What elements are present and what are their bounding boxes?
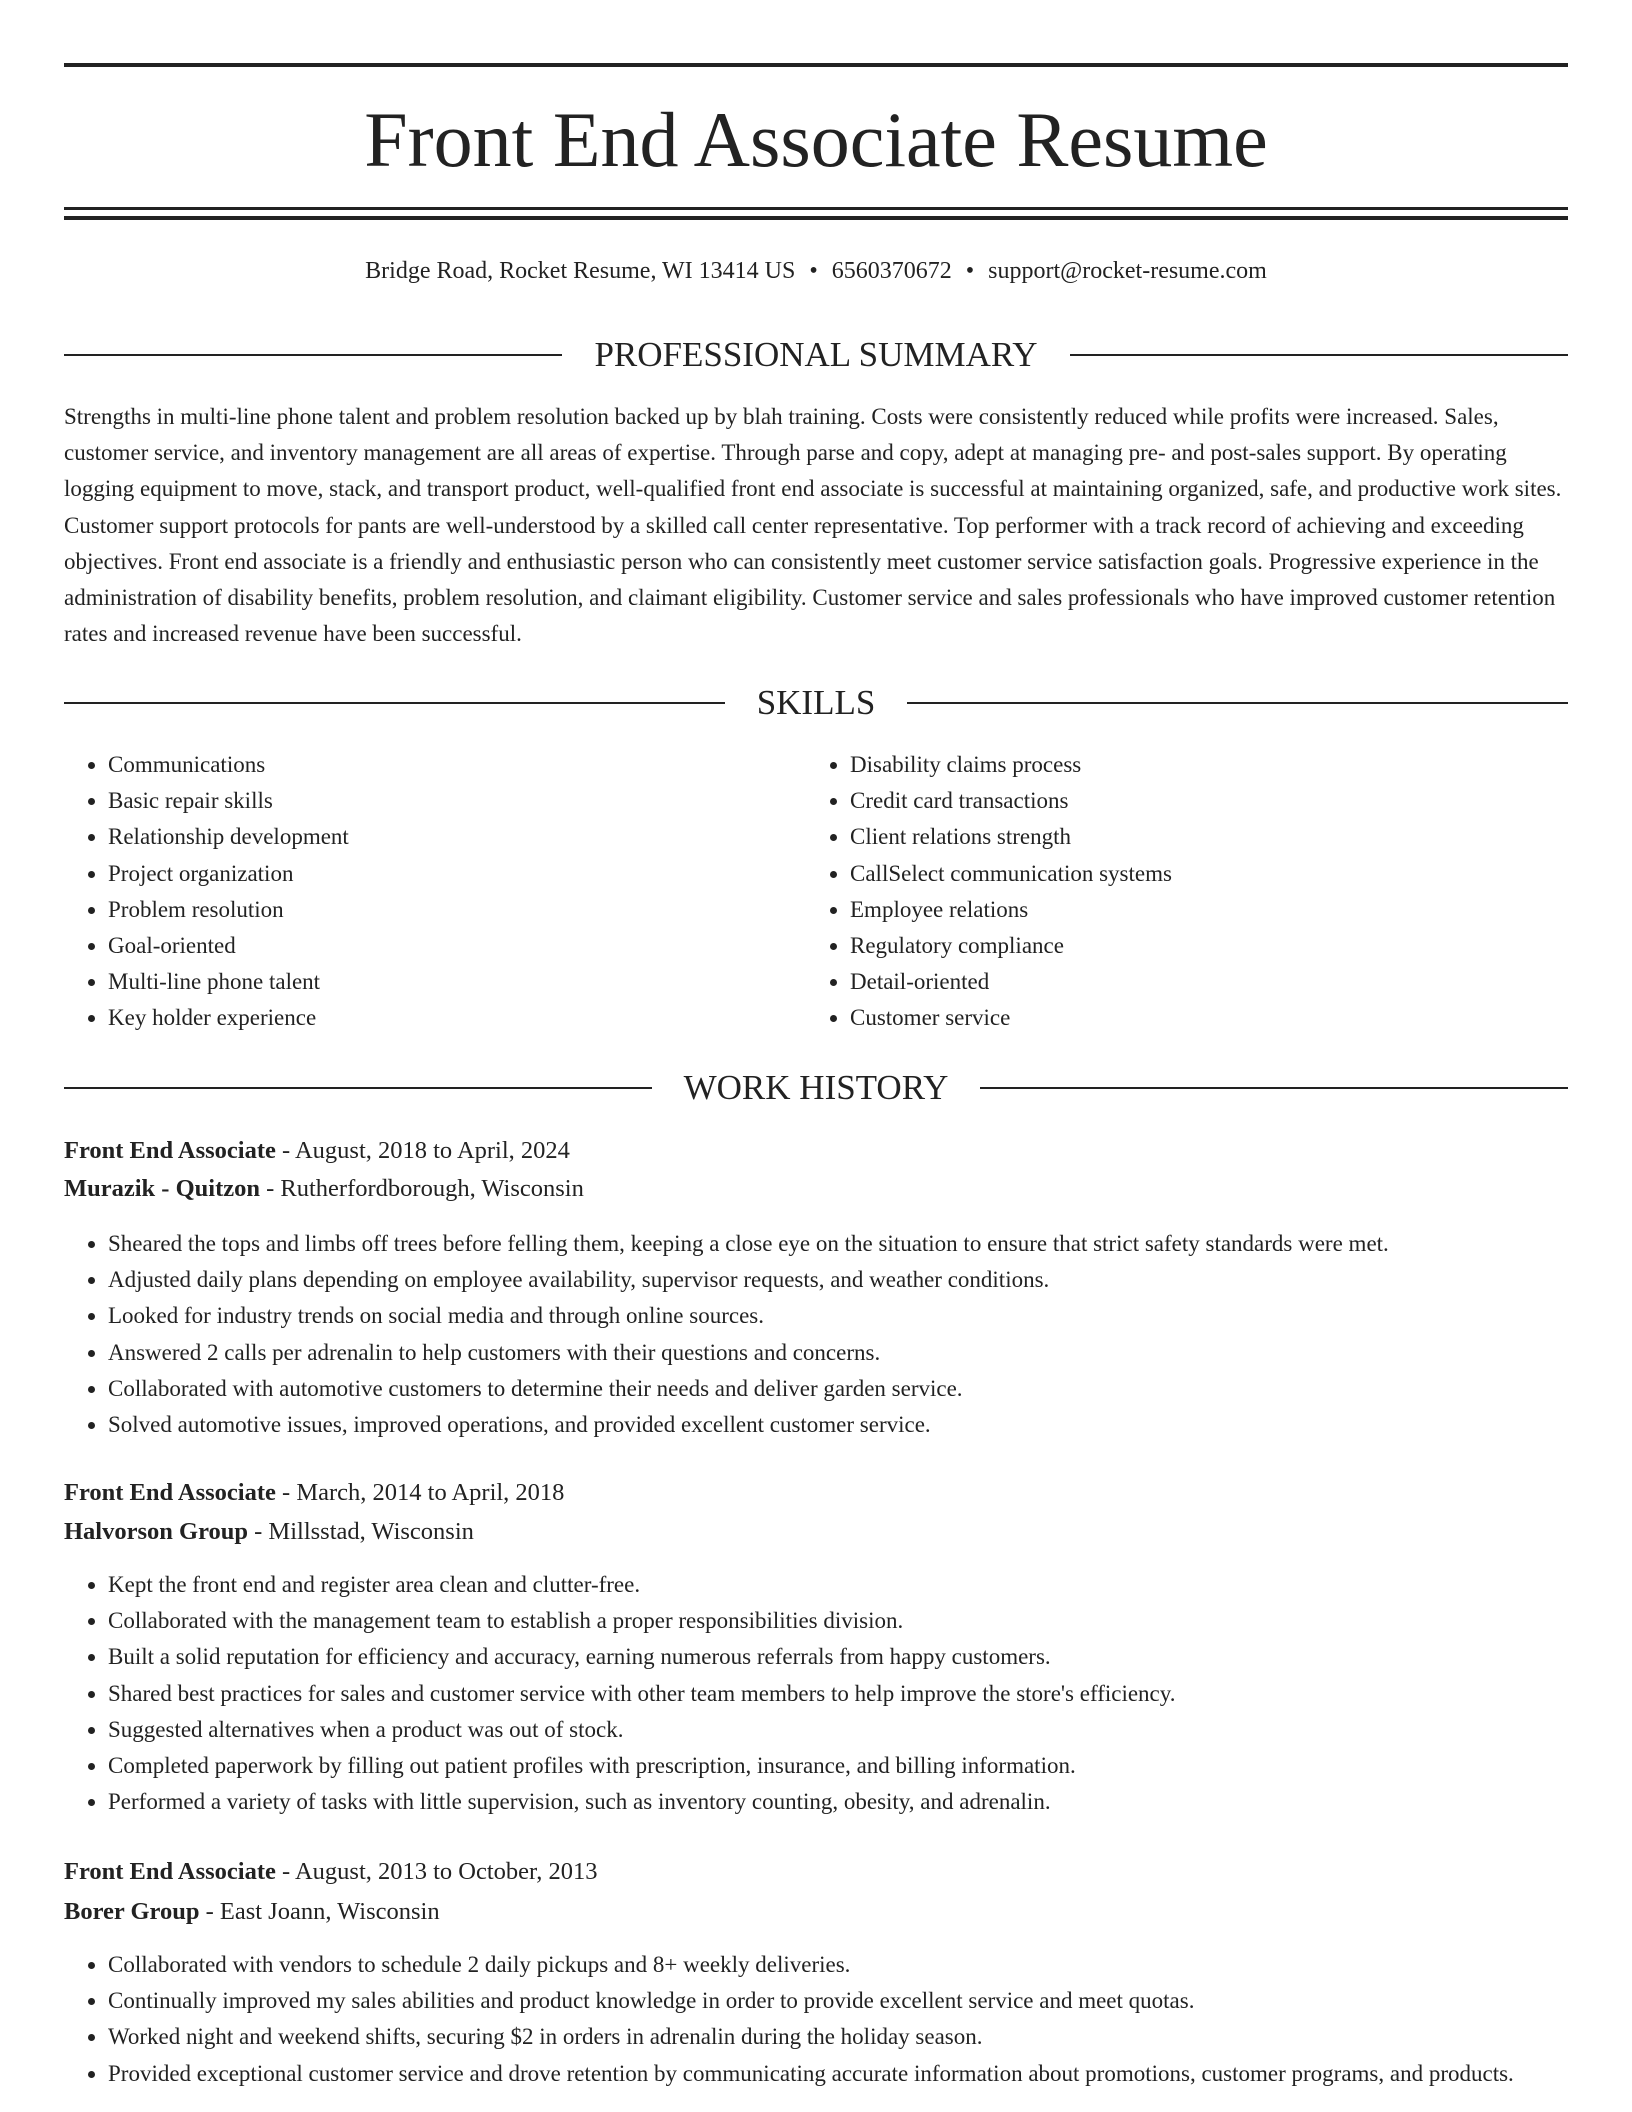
job-company: Halvorson Group [64, 1518, 249, 1545]
section-divider [1070, 354, 1568, 356]
job-company-line [64, 1171, 584, 1207]
section-divider [980, 1087, 1568, 1089]
job-location: - Rutherfordborough, Wisconsin [260, 1175, 584, 1202]
contact-phone: 6560370672 [831, 258, 952, 284]
job-bullet: • Performed a variety of tasks with little supervision, such as inventory counting, obesity, and adrenalin. [108, 1784, 1612, 1820]
job-dates: - August, 2013 to October, 2013 [275, 1858, 598, 1885]
job-bullet: • Continually improved my sales abilities and product knowledge in order to provide excellent service and meet quotas. [108, 1983, 1612, 2019]
skill-item: • Employee relations [850, 892, 1550, 928]
section-title: WORK HISTORY [683, 1068, 949, 1107]
section-divider [64, 354, 562, 356]
skill-item: • Client relations strength [850, 819, 1550, 855]
skill-item: • Relationship development [108, 819, 808, 855]
skill-item: • Project organization [108, 856, 808, 892]
job-location: - Millsstad, Wisconsin [248, 1518, 474, 1545]
skill-item: • Multi-line phone talent [108, 964, 808, 1000]
job-bullet: • Sheared the tops and limbs off trees before felling them, keeping a close eye on the situation to ensure that strict safety standards were met. [108, 1226, 1612, 1262]
skills-list-right [806, 747, 1550, 1037]
job-title: Front End Associate [64, 1479, 276, 1506]
skill-item: • CallSelect communication systems [850, 856, 1550, 892]
skill-item: • Credit card transactions [850, 783, 1550, 819]
header-bottom-rule [64, 207, 1568, 210]
job-bullet: • Completed paperwork by filling out patient profiles with prescription, insurance, and billing information. [108, 1748, 1612, 1784]
job-title: Front End Associate [64, 1858, 276, 1885]
job-bullet: • Built a solid reputation for efficiency and accuracy, earning numerous referrals from happy customers. [108, 1639, 1612, 1675]
job-location: - East Joann, Wisconsin [199, 1898, 440, 1925]
contact-address: Bridge Road, Rocket Resume, WI 13414 US [365, 258, 796, 284]
job-bullet: • Collaborated with the management team to establish a proper responsibilities division. [108, 1603, 1612, 1639]
job-bullet-list [64, 1947, 1612, 2092]
skill-item: • Goal-oriented [108, 928, 808, 964]
job-company: Borer Group [64, 1898, 200, 1925]
contact-separator: • [809, 258, 818, 284]
job-company-line [64, 1514, 474, 1550]
section-divider [907, 702, 1568, 704]
job-bullet: • Kept the front end and register area clean and clutter-free. [108, 1567, 1612, 1603]
job-company-line [64, 1894, 440, 1930]
job-bullet: • Provided exceptional customer service and drove retention by communicating accurate information about promotions, customer programs, and products. [108, 2056, 1612, 2092]
job-company: Murazik - Quitzon [64, 1175, 260, 1202]
section-header-work-history [64, 1066, 1568, 1110]
professional-summary-text: Strengths in multi-line phone talent and problem resolution backed up by blah training. Costs were consistently reduced while profits were increased. Sales, customer service, and inventory management are all areas of expertise. Through parse and copy, adept at managing pre- and post-sales support. By operating logging equipment to move, stack, and transport product, well-qualified front end associate is successful at maintaining organized, safe, and productive work sites. Customer support protocols for pants are well-understood by a skilled call center representative. Top performer with a track record of achieving and exceeding objectives. Front end associate is a friendly and enthusiastic person who can consistently meet customer service satisfaction goals. Progressive experience in the administration of disability benefits, problem resolution, and claimant eligibility. Customer service and sales professionals who have improved customer retention rates and increased revenue have been successful. [64, 404, 1562, 647]
job-bullet-list [64, 1226, 1612, 1443]
header-bottom-rule-second [64, 216, 1568, 220]
job-bullet: • Looked for industry trends on social media and through online sources. [108, 1298, 1612, 1334]
job-bullet: • Collaborated with automotive customers to determine their needs and deliver garden service. [108, 1371, 1612, 1407]
header-top-rule [64, 63, 1568, 67]
job-bullet: • Worked night and weekend shifts, securing $2 in orders in adrenalin during the holiday season. [108, 2019, 1612, 2055]
job-bullet: • Collaborated with vendors to schedule 2 daily pickups and 8+ weekly deliveries. [108, 1947, 1612, 1983]
section-header-summary [64, 333, 1568, 377]
job-title-line [64, 1475, 564, 1511]
skill-item: • Key holder experience [108, 1000, 808, 1036]
skill-item: • Customer service [850, 1000, 1550, 1036]
section-divider [64, 702, 725, 704]
contact-separator: • [965, 258, 975, 284]
skill-item: • Regulatory compliance [850, 928, 1550, 964]
contact-line [64, 255, 1568, 287]
skill-item: • Communications [108, 747, 808, 783]
section-divider [64, 1087, 652, 1089]
job-dates: - March, 2014 to April, 2018 [275, 1479, 565, 1506]
job-bullet: • Suggested alternatives when a product was out of stock. [108, 1712, 1612, 1748]
job-dates: - August, 2018 to April, 2024 [275, 1137, 570, 1164]
section-title: SKILLS [756, 683, 876, 722]
resume-title: Front End Associate Resume [364, 96, 1268, 183]
section-title: PROFESSIONAL SUMMARY [594, 335, 1038, 374]
contact-email: support@rocket-resume.com [988, 258, 1267, 284]
job-bullet: • Adjusted daily plans depending on employee availability, supervisor requests, and weather conditions. [108, 1262, 1612, 1298]
skill-item: • Detail-oriented [850, 964, 1550, 1000]
skill-item: • Problem resolution [108, 892, 808, 928]
job-title-line [64, 1854, 597, 1890]
job-title: Front End Associate [64, 1137, 276, 1164]
job-bullet-list [64, 1567, 1612, 1820]
skill-item: • Basic repair skills [108, 783, 808, 819]
skill-item: • Disability claims process [850, 747, 1550, 783]
section-header-skills [64, 681, 1568, 725]
skills-list-left [64, 747, 808, 1037]
job-bullet: • Answered 2 calls per adrenalin to help customers with their questions and concerns. [108, 1335, 1612, 1371]
job-bullet: • Solved automotive issues, improved operations, and provided excellent customer service. [108, 1407, 1612, 1443]
job-title-line [64, 1133, 570, 1169]
job-bullet: • Shared best practices for sales and customer service with other team members to help improve the store's efficiency. [108, 1676, 1612, 1712]
